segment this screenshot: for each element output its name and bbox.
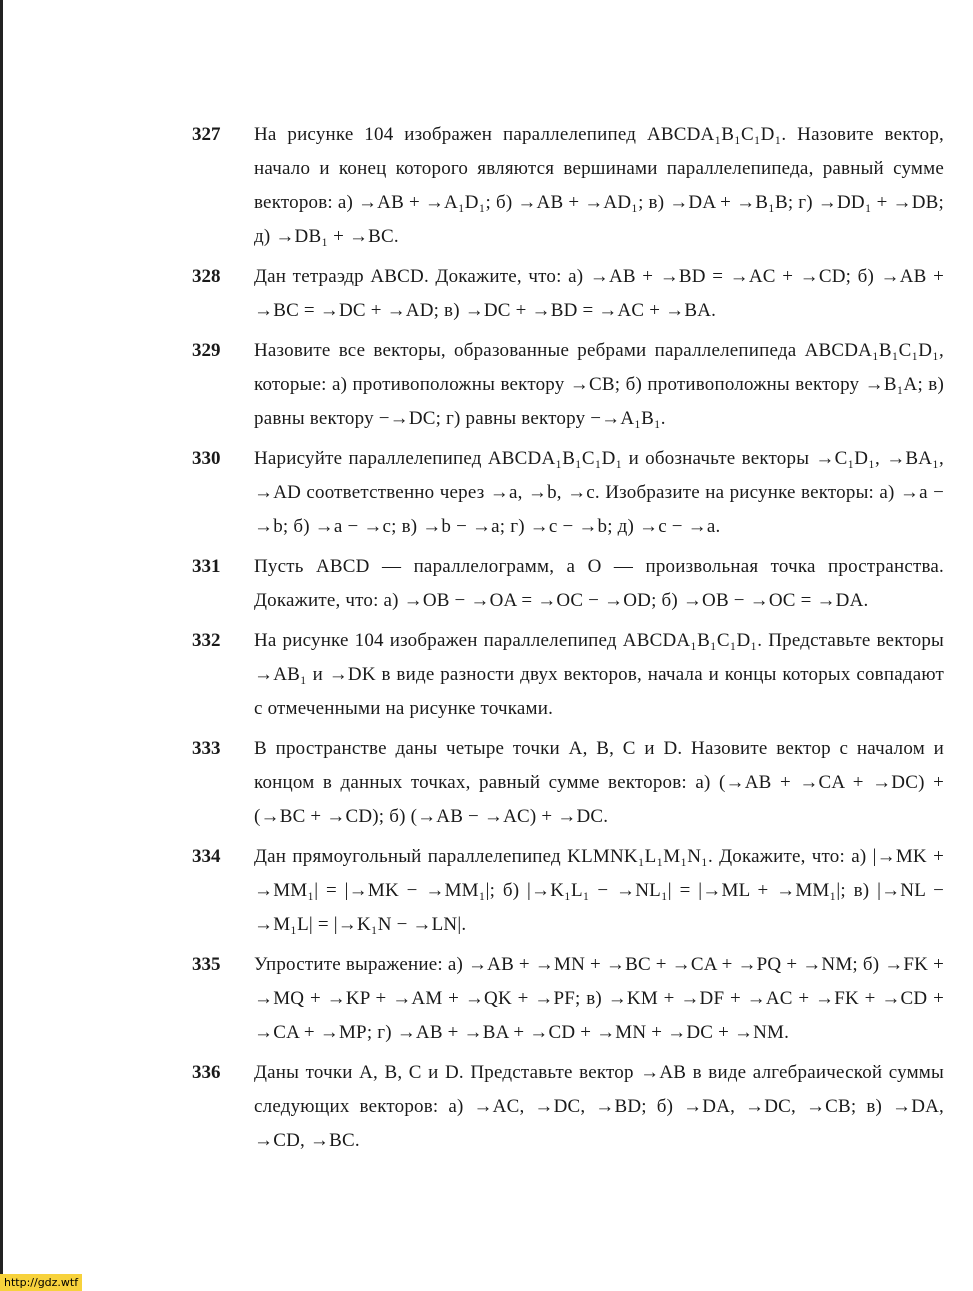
problem-number: 329 [192,340,221,361]
watermark-link[interactable]: http://gdz.wtf [0,1274,82,1291]
problem-335 [192,948,944,1050]
problem-number: 333 [192,738,221,759]
problem-334 [192,840,944,942]
problem-number: 335 [192,954,221,975]
problem-text: На рисунке 104 изображен параллелепипед ABCDA₁B₁C₁D₁. Представьте векторы →AB₁ и →DK в виде разности двух векторов, начала и концы которых совпадают с отмеченными на рисунке точками. [254,630,944,719]
scan-left-edge [0,0,3,1291]
problem-332 [192,624,944,726]
problem-number: 336 [192,1062,221,1083]
problem-329 [192,334,944,436]
problem-text: Нарисуйте параллелепипед ABCDA₁B₁C₁D₁ и обозначьте векторы →C₁D₁, →BA₁, →AD соответственно через →a, →b, →c. Изобразите на рисунке векторы: а) →a − →b; б) →a − →c; в) →b − →a; г) →c − →b; д) →c − →a. [254,448,944,537]
problem-331 [192,550,944,618]
problem-text: Пусть ABCD — параллелограмм, а O — произвольная точка пространства. Докажите, что: а) →OB − →OA = →OC − →OD; б) →OB − →OC = →DA. [254,556,944,611]
problem-text: В пространстве даны четыре точки A, B, C и D. Назовите вектор с началом и концом в данных точках, равный сумме векторов: а) (→AB + →CA + →DC) + (→BC + →CD); б) (→AB − →AC) + →DC. [254,738,944,827]
problem-number: 331 [192,556,221,577]
problem-number: 330 [192,448,221,469]
problem-number: 332 [192,630,221,651]
problem-number: 334 [192,846,221,867]
problem-text: Дан тетраэдр ABCD. Докажите, что: а) →AB + →BD = →AC + →CD; б) →AB + →BC = →DC + →AD; в) →DC + →BD = →AC + →BA. [254,266,944,321]
problem-number: 328 [192,266,221,287]
problem-336 [192,1056,944,1158]
problem-text: Дан прямоугольный параллелепипед KLMNK₁L₁M₁N₁. Докажите, что: а) |→MK + →MM₁| = |→MK − →MM₁|; б) |→K₁L₁ − →NL₁| = |→ML + →MM₁|; в) |→NL − →M₁L| = |→K₁N − →LN|. [254,846,944,935]
problem-list [192,118,944,1164]
problem-333 [192,732,944,834]
problem-text: Упростите выражение: а) →AB + →MN + →BC + →CA + →PQ + →NM; б) →FK + →MQ + →KP + →AM + →QK + →PF; в) →KM + →DF + →AC + →FK + →CD + →CA + →MP; г) →AB + →BA + →CD + →MN + →DC + →NM. [254,954,944,1043]
problem-328 [192,260,944,328]
problem-327 [192,118,944,254]
problem-text: Даны точки A, B, C и D. Представьте вектор →AB в виде алгебраической суммы следующих векторов: а) →AC, →DC, →BD; б) →DA, →DC, →CB; в) →DA, →CD, →BC. [254,1062,944,1151]
problem-330 [192,442,944,544]
problem-number: 327 [192,124,221,145]
problem-text: Назовите все векторы, образованные ребрами параллелепипеда ABCDA₁B₁C₁D₁, которые: а) противоположны вектору →CB; б) противоположны вектору →B₁A; в) равны вектору −→DC; г) равны вектору −→A₁B₁. [254,340,944,429]
problem-text: На рисунке 104 изображен параллелепипед ABCDA₁B₁C₁D₁. Назовите вектор, начало и конец которого являются вершинами параллелепипеда, равный сумме векторов: а) →AB + →A₁D₁; б) →AB + →AD₁; в) →DA + →B₁B; г) →DD₁ + →DB; д) →DB₁ + →BC. [254,124,944,247]
